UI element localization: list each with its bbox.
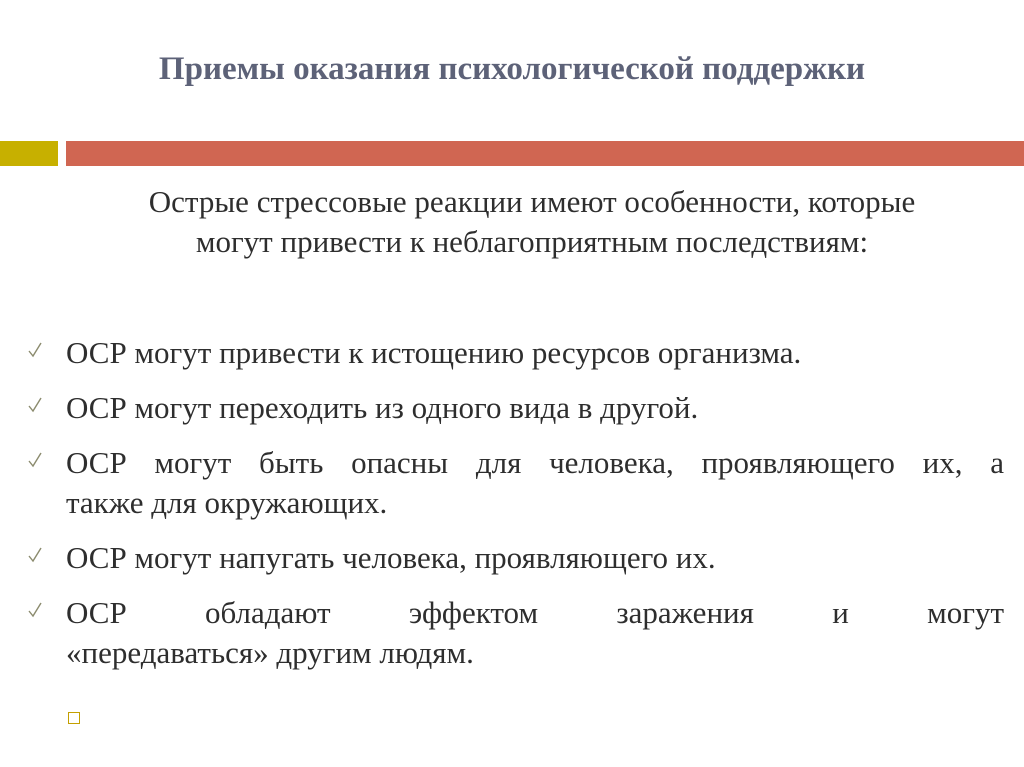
bullet-text-line-1: ОСР обладают эффектом заражения и могут <box>66 595 1004 630</box>
checkmark-icon <box>28 602 42 618</box>
checkmark-icon <box>28 342 42 358</box>
bullet-list <box>0 333 1024 688</box>
intro-paragraph <box>60 182 1004 262</box>
accent-bar-left <box>0 141 58 166</box>
bullet-text-line-1: ОСР могут быть опасны для человека, проявляющего их, а <box>66 445 1004 480</box>
checkmark-icon <box>28 397 42 413</box>
checkmark-icon <box>28 452 42 468</box>
intro-line-2: могут привести к неблагоприятным последствиям: <box>195 224 869 259</box>
bullet-text: ОСР могут напугать человека, проявляющего их. <box>66 540 716 575</box>
bullet-text: ОСР могут переходить из одного вида в другой. <box>66 390 699 425</box>
intro-line-1: Острые стрессовые реакции имеют особенности, которые <box>148 184 916 219</box>
checkmark-icon <box>28 547 42 563</box>
bullet-item <box>0 443 1024 523</box>
bullet-item <box>0 593 1024 673</box>
slide-title: Приемы оказания психологической поддержки <box>158 51 866 87</box>
bullet-text-line-2: «передаваться» другим людям. <box>66 635 474 670</box>
bullet-text: ОСР могут привести к истощению ресурсов организма. <box>66 335 802 370</box>
bullet-item <box>0 388 1024 428</box>
accent-bar-right <box>66 141 1024 166</box>
bullet-item <box>0 333 1024 373</box>
square-bullet-icon <box>68 712 80 724</box>
bullet-text-line-2: также для окружающих. <box>66 485 388 520</box>
bullet-item <box>0 538 1024 578</box>
